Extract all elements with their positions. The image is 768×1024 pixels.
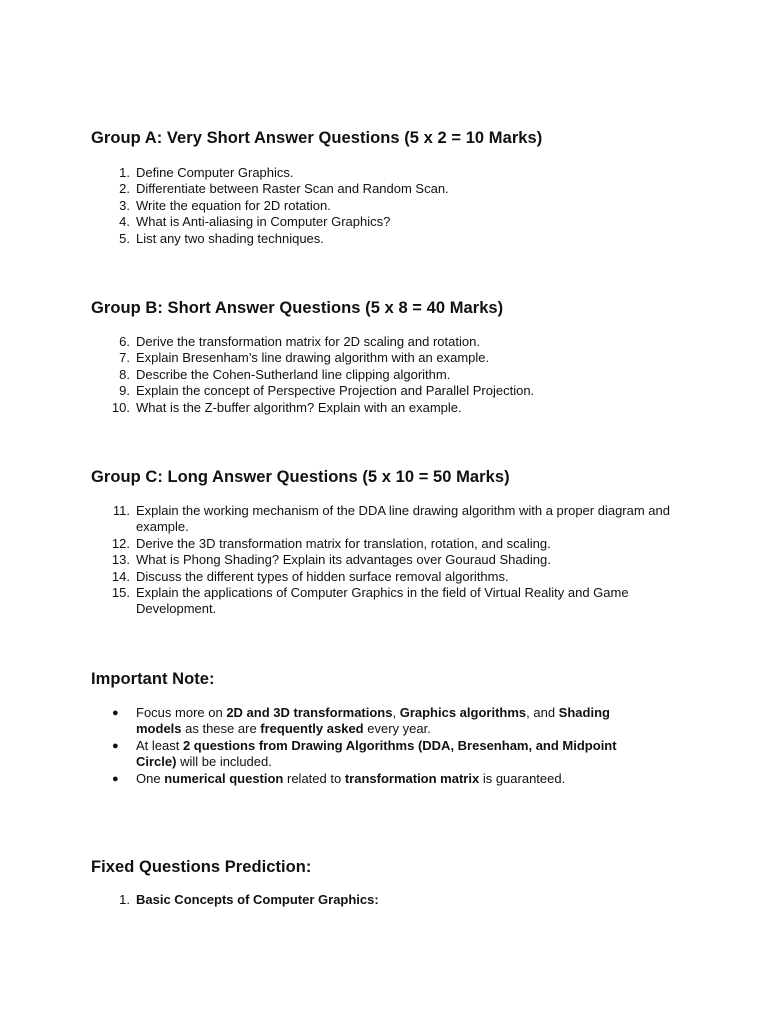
question-item xyxy=(0,400,696,416)
question-item xyxy=(0,214,696,230)
question-item xyxy=(0,198,696,214)
question-item xyxy=(0,585,696,618)
note-text: Focus more on 2D and 3D transformations, Graphics algorithms, and Shading models as these are frequently asked every year. xyxy=(136,705,610,737)
question-text: List any two shading techniques. xyxy=(136,230,324,246)
question-text: Derive the transformation matrix for 2D scaling and rotation. xyxy=(136,334,480,349)
question-number: 6. xyxy=(119,334,130,349)
note-bullet-item xyxy=(0,705,656,738)
question-number: 8. xyxy=(119,366,130,382)
item-number: 1. xyxy=(119,892,130,907)
question-text: Differentiate between Raster Scan and Random Scan. xyxy=(136,181,449,197)
question-text: What is Anti-aliasing in Computer Graphics? xyxy=(136,214,391,230)
question-text: Describe the Cohen-Sutherland line clipping algorithm. xyxy=(136,366,451,382)
question-number: 15. xyxy=(111,585,130,601)
question-text: What is the Z-buffer algorithm? Explain with an example. xyxy=(136,399,462,415)
question-text: Derive the 3D transformation matrix for translation, rotation, and scaling. xyxy=(136,535,551,551)
question-number: 10. xyxy=(111,399,130,415)
important-note-heading: Important Note: xyxy=(91,670,215,688)
question-number: 13. xyxy=(111,552,130,568)
question-text: Explain the working mechanism of the DDA line drawing algorithm with a proper diagram and example. xyxy=(136,503,670,535)
group-c-question-list xyxy=(0,503,696,618)
question-number: 12. xyxy=(111,535,130,551)
question-item xyxy=(0,231,696,247)
question-text: Define Computer Graphics. xyxy=(136,165,294,180)
prediction-heading: Fixed Questions Prediction: xyxy=(91,858,312,876)
group-b-heading: Group B: Short Answer Questions (5 x 8 = 40 Marks) xyxy=(91,299,504,317)
question-number: 1. xyxy=(119,165,130,180)
group-c-heading: Group C: Long Answer Questions (5 x 10 = 50 Marks) xyxy=(91,468,510,486)
question-text: Discuss the different types of hidden surface removal algorithms. xyxy=(136,568,509,584)
question-item xyxy=(0,350,696,366)
note-bullet-item xyxy=(0,738,656,771)
question-text: Explain the applications of Computer Graphics in the field of Virtual Reality and Game Development. xyxy=(136,585,629,617)
question-number: 5. xyxy=(119,230,130,246)
group-a-heading: Group A: Very Short Answer Questions (5 x 2 = 10 Marks) xyxy=(91,129,543,147)
question-item xyxy=(0,165,696,181)
group-a-question-list xyxy=(0,165,696,247)
question-item xyxy=(0,552,696,568)
question-number: 3. xyxy=(119,197,130,213)
bullet-icon: ● xyxy=(112,707,119,719)
question-item xyxy=(0,383,696,399)
prediction-list xyxy=(0,892,696,908)
note-bullet-item xyxy=(0,771,656,787)
question-number: 11. xyxy=(112,503,130,518)
question-item xyxy=(0,367,696,383)
question-text: What is Phong Shading? Explain its advantages over Gouraud Shading. xyxy=(136,552,551,568)
question-number: 7. xyxy=(119,350,130,366)
question-item xyxy=(0,569,696,585)
question-number: 14. xyxy=(111,568,130,584)
question-text: Explain the concept of Perspective Projection and Parallel Projection. xyxy=(136,383,535,399)
important-note-list xyxy=(0,705,656,787)
bullet-icon: ● xyxy=(112,772,119,785)
note-text: One numerical question related to transformation matrix is guaranteed. xyxy=(136,770,566,786)
note-text: At least 2 questions from Drawing Algorithms (DDA, Bresenham, and Midpoint Circle) will be included. xyxy=(136,737,617,770)
question-item xyxy=(0,334,696,350)
question-item xyxy=(0,503,696,536)
question-text: Write the equation for 2D rotation. xyxy=(136,197,331,213)
prediction-item xyxy=(0,892,696,908)
question-number: 2. xyxy=(119,181,130,197)
question-number: 4. xyxy=(119,214,130,230)
bullet-icon: ● xyxy=(112,739,119,752)
question-item xyxy=(0,181,696,197)
item-text: Basic Concepts of Computer Graphics: xyxy=(136,892,379,907)
group-b-question-list xyxy=(0,334,696,416)
question-number: 9. xyxy=(119,383,130,399)
question-text: Explain Bresenham’s line drawing algorithm with an example. xyxy=(136,350,490,366)
question-item xyxy=(0,536,696,552)
